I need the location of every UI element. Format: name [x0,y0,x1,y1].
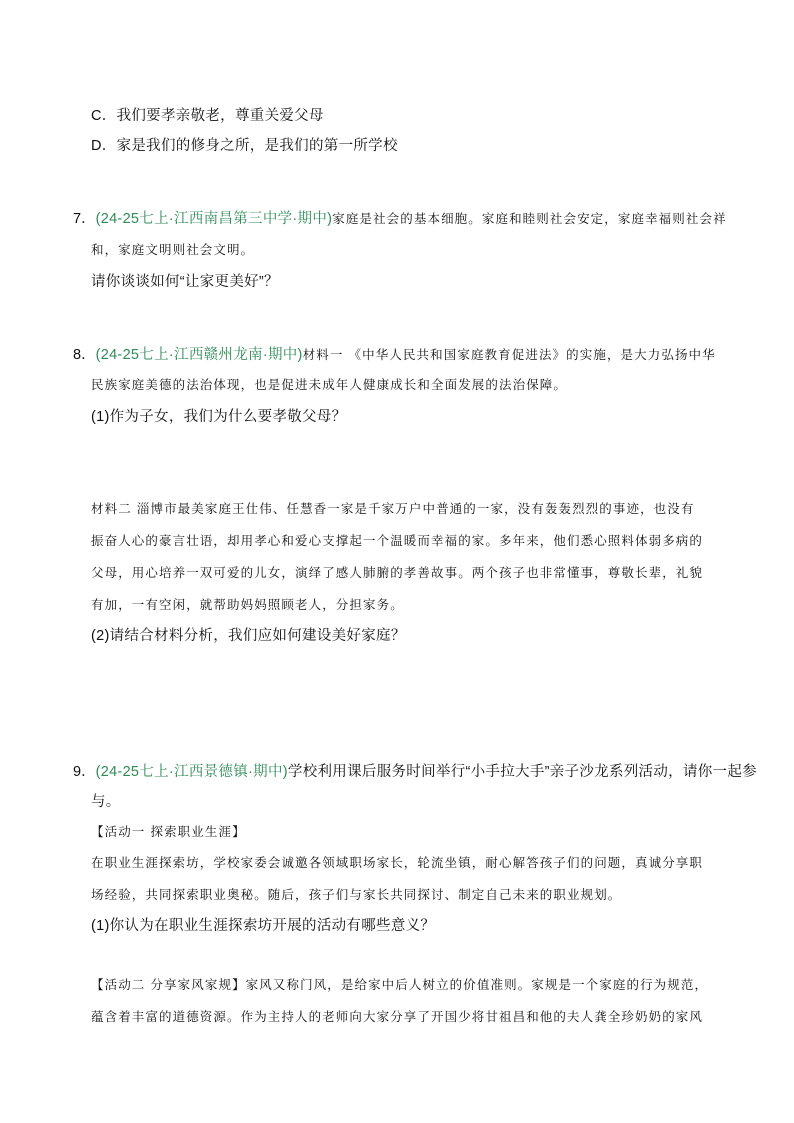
question-9-sub-1: (1)你认为在职业生涯探索坊开展的活动有哪些意义？ [91,918,436,934]
question-text: 学校利用课后服务时间举行“小手拉大手”亲子沙龙系列活动，请你一起参 [287,764,757,780]
question-8-line-1 [73,343,716,364]
material-2-line-1: 材料二 淄博市最美家庭王仕伟、任慧香一家是千家万户中普通的一家，没有轰轰烈烈的事迹，也没有 [91,501,695,516]
option-c: C．我们要孝亲敬老，尊重关爱父母 [91,108,324,124]
question-9-line-2: 与。 [91,794,121,810]
question-text: 材料一 《中华人民共和国家庭教育促进法》的实施，是大力弘扬中华 [302,347,716,362]
activity-1-line-1: 在职业生涯探索坊，学校家委会诚邀各领域职场家长，轮流坐镇，耐心解答孩子们的问题，真诚分享职 [91,855,704,870]
material-2-line-3: 父母，用心培养一双可爱的儿女，演绎了感人肺腑的孝善故事。两个孩子也非常懂事，尊敬长辈，礼貌 [91,565,704,580]
question-7-prompt: 请你谈谈如何“让家更美好”？ [91,274,279,290]
question-source: (24-25七上·江西赣州龙南·期中) [95,347,303,363]
question-7-line-2: 和，家庭文明则社会文明。 [91,242,255,257]
question-source: (24-25七上·江西南昌第三中学·期中) [95,211,333,227]
question-number: 8． [73,347,96,363]
option-d: D．家是我们的修身之所，是我们的第一所学校 [91,138,398,154]
question-8-sub-1: (1)作为子女，我们为什么要孝敬父母？ [91,409,347,425]
material-2-line-2: 振奋人心的豪言壮语，却用孝心和爱心支撑起一个温暖而幸福的家。多年来，他们悉心照料体弱多病的 [91,533,704,548]
question-9-line-1 [73,760,757,781]
question-7-line-1 [73,207,727,228]
activity-2-line-1: 【活动二 分享家风家规】家风又称门风，是给家中后人树立的价值准则。家规是一个家庭的行为规范， [91,977,709,992]
activity-2-line-2: 蕴含着丰富的道德资源。作为主持人的老师向大家分享了开国少将甘祖昌和他的夫人龚全珍奶奶的家风 [91,1009,704,1024]
question-number: 9． [73,764,96,780]
activity-1-line-2: 场经验，共同探索职业奥秘。随后，孩子们与家长共同探讨、制定自己未来的职业规划。 [91,887,622,902]
question-8-sub-2: (2)请结合材料分析，我们应如何建设美好家庭？ [91,628,406,644]
material-2-line-4: 有加，一有空闲，就帮助妈妈照顾老人，分担家务。 [91,597,404,612]
question-source: (24-25七上·江西景德镇·期中) [95,764,288,780]
question-number: 7． [73,211,96,227]
question-text: 家庭是社会的基本细胞。家庭和睦则社会安定，家庭幸福则社会祥 [332,211,727,226]
question-8-line-2: 民族家庭美德的法治体现，也是促进未成年人健康成长和全面发展的法治保障。 [91,377,568,392]
activity-1-title: 【活动一 探索职业生涯】 [91,824,246,839]
